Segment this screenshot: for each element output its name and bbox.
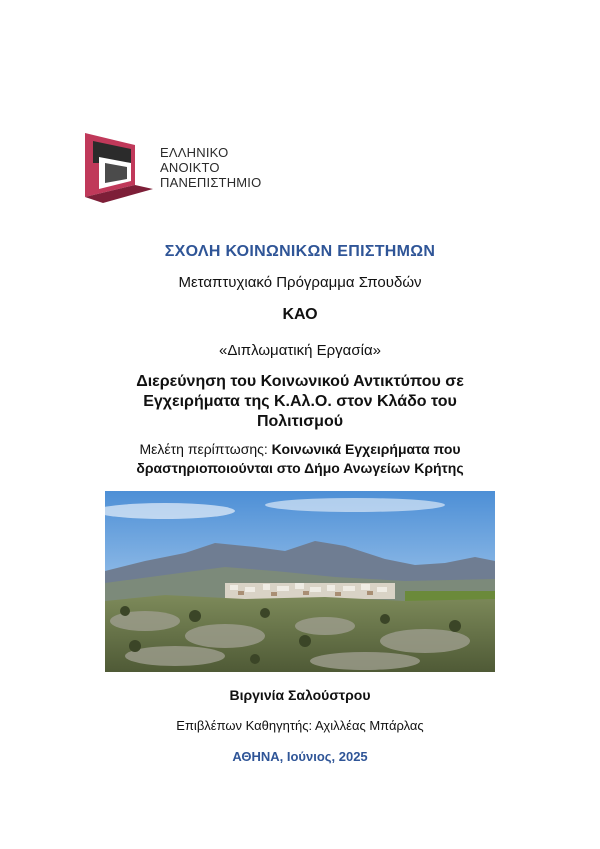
case-study-prefix: Μελέτη περίπτωσης:	[139, 441, 272, 457]
case-study-line-2: δραστηριοποιούνται στο Δήμο Ανωγείων Κρήτης	[136, 460, 464, 476]
logo-wordmark	[160, 145, 261, 190]
title-line-1: Διερεύνηση του Κοινωνικού Αντικτύπου σε	[136, 373, 464, 390]
mountain-village-photo	[105, 491, 495, 672]
logo-line-3: ΠΑΝΕΠΙΣΤΗΜΙΟ	[160, 175, 262, 190]
case-study	[0, 440, 600, 478]
logo-line-1: ΕΛΛΗΝΙΚΟ	[160, 145, 229, 160]
title-line-3: Πολιτισμού	[256, 413, 344, 430]
school-name: ΣΧΟΛΗ ΚΟΙΝΩΝΙΚΩΝ ΕΠΙΣΤΗΜΩΝ	[164, 243, 436, 260]
author-name: Βιργινία Σαλούστρου	[229, 687, 371, 703]
thesis-title	[0, 372, 600, 432]
case-study-line-1: Κοινωνικά Εγχειρήματα που	[271, 441, 461, 457]
title-line-2: Εγχειρήματα της Κ.Αλ.Ο. στον Κλάδο του	[143, 393, 457, 410]
thesis-label: «Διπλωματική Εργασία»	[219, 342, 381, 359]
supervisor: Επιβλέπων Καθηγητής: Αχιλλέας Μπάρλας	[176, 718, 424, 733]
logo-line-2: ΑΝΟΙΚΤΟ	[160, 160, 220, 175]
program-name: Μεταπτυχιακό Πρόγραμμα Σπουδών	[178, 274, 422, 291]
place-and-date: ΑΘΗΝΑ, Ιούνιος, 2025	[232, 749, 368, 764]
program-code: ΚΑΟ	[282, 306, 318, 323]
landscape-image-icon	[105, 491, 495, 672]
